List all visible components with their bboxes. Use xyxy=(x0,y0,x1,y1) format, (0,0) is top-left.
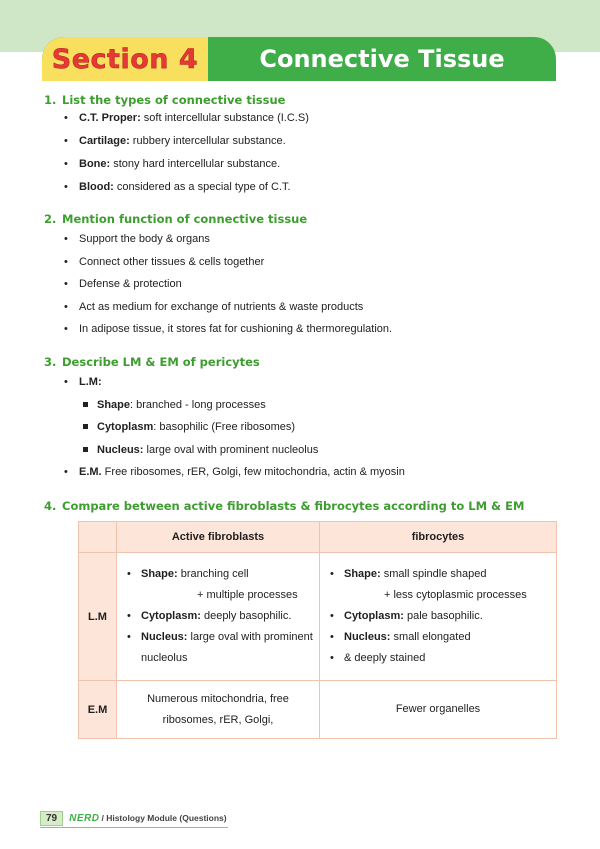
comparison-table xyxy=(78,521,557,739)
sub-list-item: Shape: branched - long processes xyxy=(97,399,266,411)
section-header xyxy=(42,37,556,81)
question-2-title: 2. Mention function of connective tissue xyxy=(44,212,308,226)
col-header-fibroblasts: Active fibroblasts xyxy=(117,522,320,553)
list-item: • Blood: considered as a special type of C.T. xyxy=(64,181,291,193)
question-1-title: 1. List the types of connective tissue xyxy=(44,93,286,107)
list-item: • Cartilage: rubbery intercellular substance. xyxy=(64,135,286,147)
page-title: Connective Tissue xyxy=(259,45,505,73)
list-item: • Bone: stony hard intercellular substance. xyxy=(64,158,281,170)
lm-label: • L.M: xyxy=(64,376,102,388)
fibroblast-lm-cell: • Shape: branching cell + multiple processes • Cytoplasm: deeply basophilic. • Nucleus: large oval with prominent nucleolus xyxy=(117,553,320,681)
fibrocyte-lm-cell: • Shape: small spindle shaped + less cytoplasmic processes • Cytoplasm: pale basophilic. • Nucleus: small elongated • & deeply stained xyxy=(320,553,557,681)
question-3-title: 3. Describe LM & EM of pericytes xyxy=(44,355,260,369)
nerd-logo: NERD xyxy=(69,812,100,824)
footer-divider xyxy=(40,827,228,828)
list-item: • Act as medium for exchange of nutrients & waste products xyxy=(64,301,364,313)
table-row-lm xyxy=(79,553,557,681)
list-item: • Defense & protection xyxy=(64,278,182,290)
page-number: 79 xyxy=(40,811,63,826)
footer-text: / Histology Module (Questions) xyxy=(101,813,227,823)
list-item: • Support the body & organs xyxy=(64,233,210,245)
col-header-fibrocytes: fibrocytes xyxy=(320,522,557,553)
row-header-em: E.M xyxy=(79,681,117,739)
section-label: Section 4 xyxy=(51,43,199,75)
list-item: • Connect other tissues & cells together xyxy=(64,256,265,268)
fibrocyte-em-cell: Fewer organelles xyxy=(320,681,557,739)
table-row-em xyxy=(79,681,557,739)
table-header-row xyxy=(79,522,557,553)
row-header-lm: L.M xyxy=(79,553,117,681)
list-item: • In adipose tissue, it stores fat for cushioning & thermoregulation. xyxy=(64,323,393,335)
section-badge xyxy=(42,37,208,81)
sub-list-item: Cytoplasm: basophilic (Free ribosomes) xyxy=(97,421,295,433)
sub-list-item: Nucleus: large oval with prominent nucleolus xyxy=(97,444,318,456)
table-corner-cell xyxy=(79,522,117,553)
em-item: • E.M. Free ribosomes, rER, Golgi, few mitochondria, actin & myosin xyxy=(64,466,405,478)
list-item: • C.T. Proper: soft intercellular substance (I.C.S) xyxy=(64,112,309,124)
fibroblast-em-cell: Numerous mitochondria, free ribosomes, rER, Golgi, xyxy=(117,681,320,739)
question-4-title: 4. Compare between active fibroblasts & fibrocytes according to LM & EM xyxy=(44,499,525,513)
footer xyxy=(40,809,227,827)
